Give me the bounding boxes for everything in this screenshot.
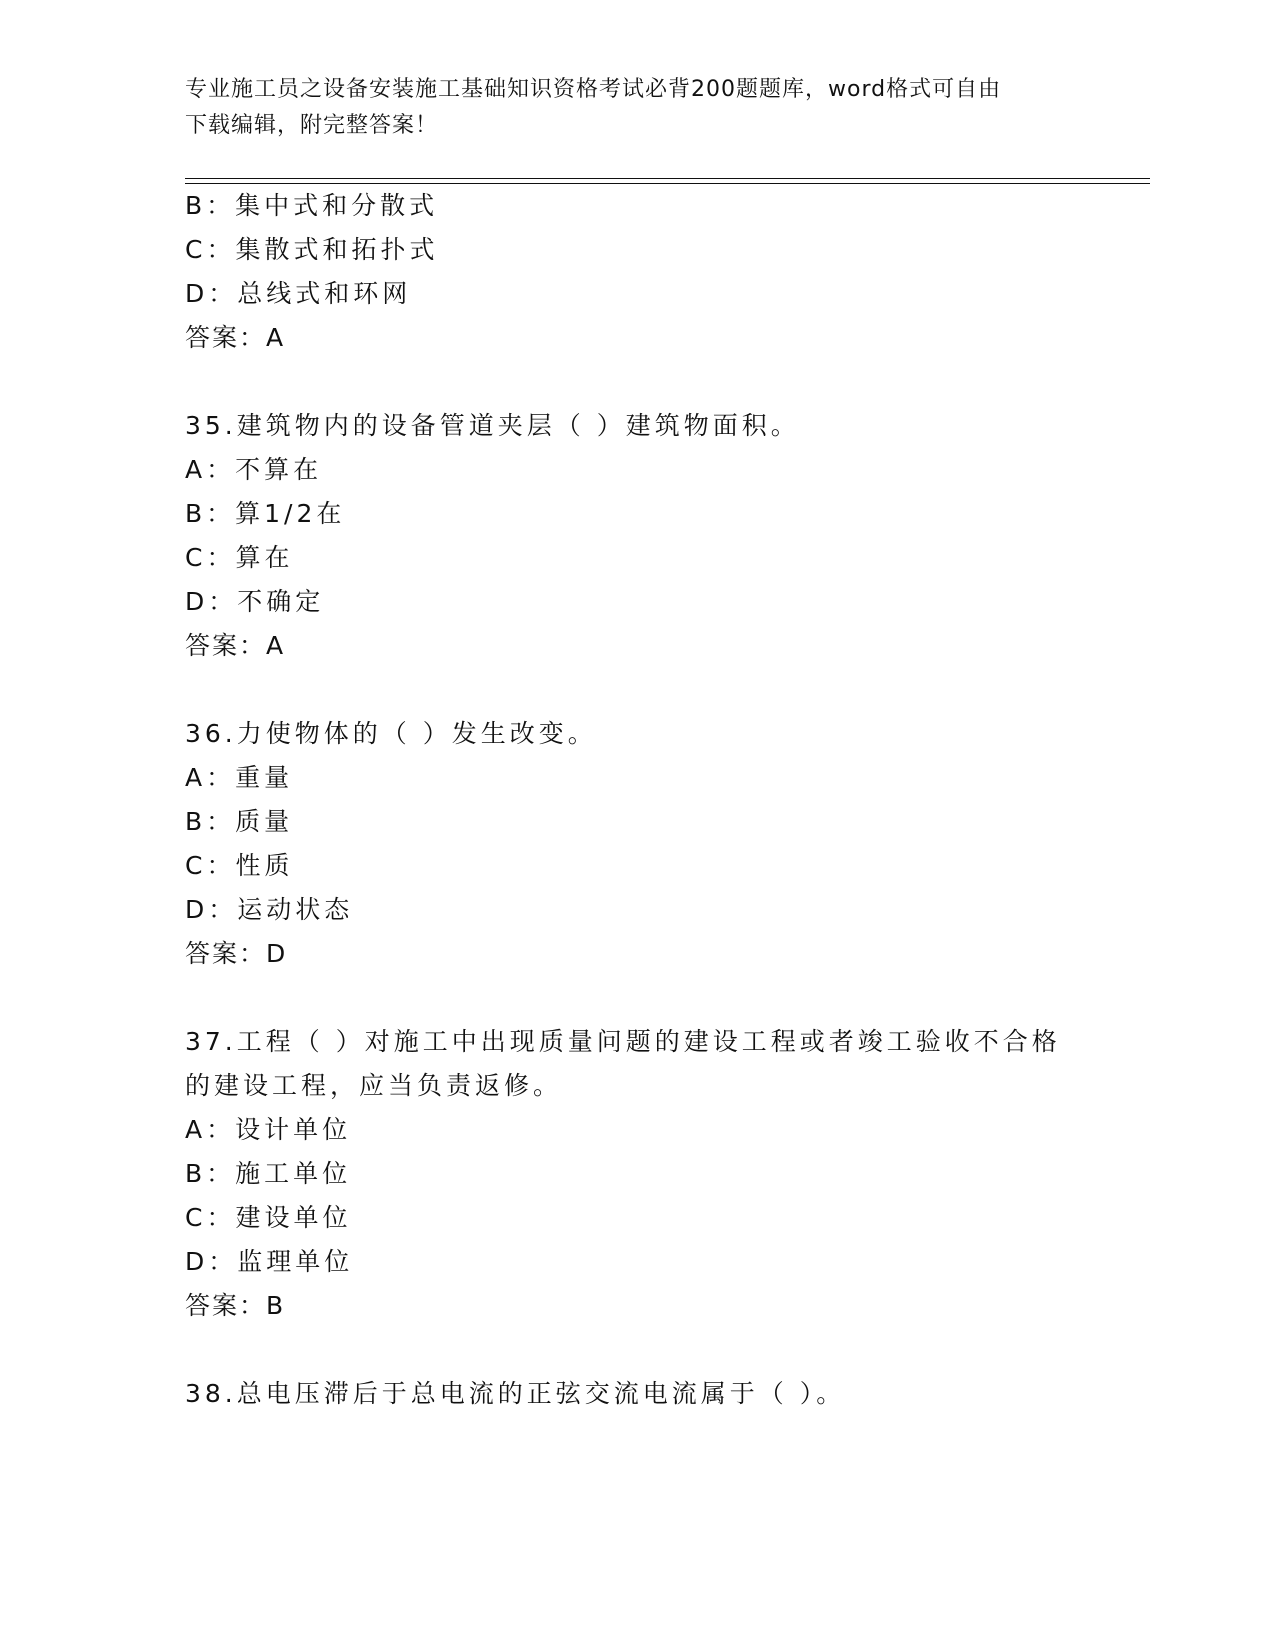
header-line: 下载编辑，附完整答案！ bbox=[185, 113, 439, 138]
header-divider bbox=[185, 183, 1150, 184]
option: C：建设单位 bbox=[185, 1203, 352, 1232]
answer: 答案：D bbox=[185, 939, 288, 968]
option: A：不算在 bbox=[185, 455, 323, 484]
answer: 答案：B bbox=[185, 1291, 286, 1320]
option: C：性质 bbox=[185, 851, 294, 880]
option: B：质量 bbox=[185, 807, 294, 836]
question-stem: 38.总电压滞后于总电流的正弦交流电流属于（ ）。 bbox=[185, 1379, 846, 1408]
option: D：运动状态 bbox=[185, 895, 354, 924]
option: A：设计单位 bbox=[185, 1115, 352, 1144]
header-line: 专业施工员之设备安装施工基础知识资格考试必背200题题库，word格式可自由 bbox=[185, 77, 1002, 102]
answer: 答案：A bbox=[185, 323, 286, 352]
question-stem: 的建设工程，应当负责返修。 bbox=[185, 1071, 563, 1100]
option: B：集中式和分散式 bbox=[185, 191, 439, 220]
option: D：不确定 bbox=[185, 587, 325, 616]
option: C：算在 bbox=[185, 543, 294, 572]
option: D：总线式和环网 bbox=[185, 279, 412, 308]
option: C：集散式和拓扑式 bbox=[185, 235, 439, 264]
question-stem: 35.建筑物内的设备管道夹层（ ）建筑物面积。 bbox=[185, 411, 800, 440]
document-header bbox=[185, 72, 1065, 144]
option: B：施工单位 bbox=[185, 1159, 352, 1188]
answer: 答案：A bbox=[185, 631, 286, 660]
question-stem: 37.工程（ ）对施工中出现质量问题的建设工程或者竣工验收不合格 bbox=[185, 1027, 1061, 1056]
question-stem: 36.力使物体的（ ）发生改变。 bbox=[185, 719, 597, 748]
option: B：算1/2在 bbox=[185, 499, 346, 528]
option: D：监理单位 bbox=[185, 1247, 354, 1276]
header-divider bbox=[185, 178, 1150, 179]
option: A：重量 bbox=[185, 763, 294, 792]
